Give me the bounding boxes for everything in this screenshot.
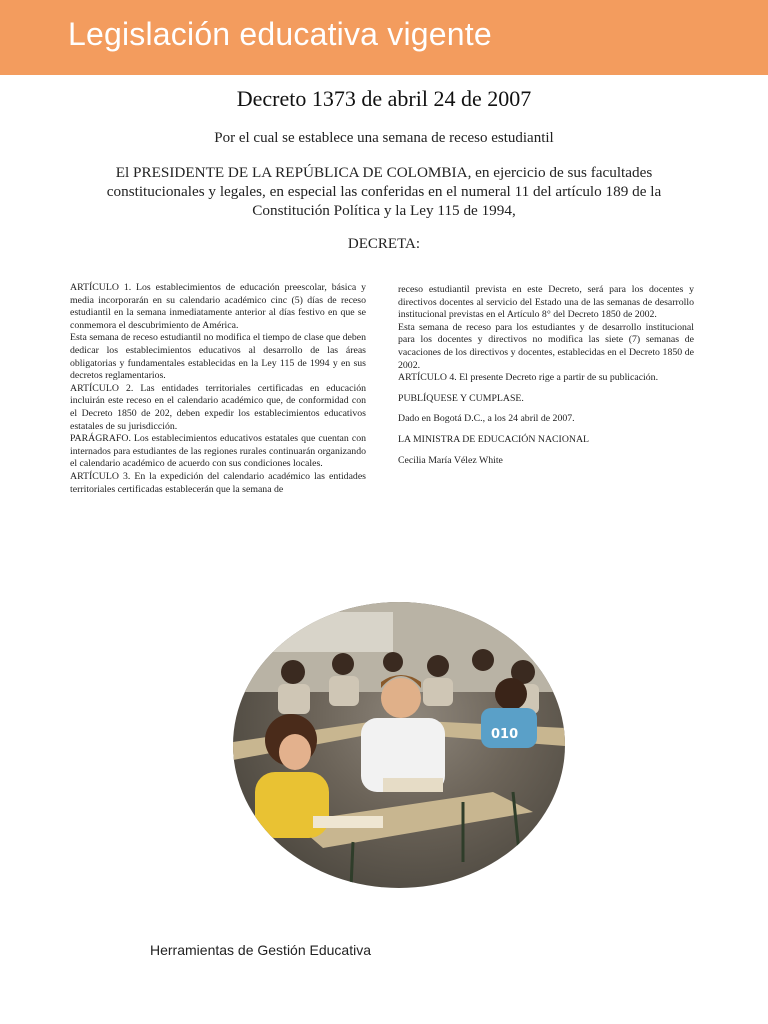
decreta-heading: DECRETA:	[347, 236, 421, 252]
decree-title: Decreto 1373 de abril 24 de 2007	[236, 86, 532, 111]
article-1-paragraph: Esta semana de receso estudiantil no modifica el tiempo de clase que deben dedicar los establecimientos educativos al desarrollo de las áreas obligatorias y fundamentales establecidas en la Ley 115 de 1994 y en sus decretos reglamentarios.	[70, 332, 366, 382]
paragraph-clause: PARÁGRAFO. Los establecimientos educativos estatales que cuentan con internados para estudiantes de las regiones rurales continuarán organizando el calendario académico de acuerdo con sus condiciones locales.	[70, 433, 366, 470]
minister-line: LA MINISTRA DE EDUCACIÓN NACIONAL	[398, 433, 590, 445]
students-exam-photo	[233, 602, 565, 888]
shirt-number: 010	[491, 727, 519, 742]
article-1: ARTÍCULO 1. Los establecimientos de educación preescolar, básica y media incorporarán en su calendario académico cinc (5) días de receso estudiantil en la semana inmediatamente anterior al días festivo en que se conmemora el descubrimiento de América.	[70, 282, 366, 331]
decree-preamble: El PRESIDENTE DE LA REPÚBLICA DE COLOMBIA, en ejercicio de sus facultades constitucionales y legales, en especial las conferidas en el numeral 11 del artículo 189 de la Constitución Política y la Ley 115 de 1994,	[106, 164, 662, 219]
article-3-paragraph: Esta semana de receso para los estudiantes y de desarrollo institucional para los docentes y directivos no modifica las siete (7) semanas de vacaciones de los directivos y docentes, establecidas en el Decreto 1850 de 2002.	[398, 321, 694, 371]
signer-name: Cecilia María Vélez White	[398, 454, 503, 466]
article-2: ARTÍCULO 2. Las entidades territoriales certificadas en educación incluirán este receso en el calendario académico que, de conformidad con el Decreto 1850 de 202, deben expedir los establecimientos educativos estatales de su jurisdicción.	[70, 382, 366, 432]
article-3-continued: receso estudiantil prevista en este Decreto, será para los docentes y directivos docentes al servicio del Estado una de las semanas de desarrollo institucional previstas en el Artículo 8° del Decreto 1850 de 2002.	[398, 284, 694, 321]
given-line: Dado en Bogotá D.C., a los 24 abril de 2007.	[398, 413, 575, 425]
header-banner	[0, 0, 768, 75]
article-3-start: ARTÍCULO 3. En la expedición del calendario académico las entidades territoriales certificadas establecerán que la semana de	[70, 470, 366, 495]
left-column	[70, 282, 366, 496]
decree-subtitle: Por el cual se establece una semana de receso estudiantil	[214, 130, 554, 146]
classroom-illustration	[233, 602, 565, 888]
footer-text: Herramientas de Gestión Educativa	[150, 942, 371, 958]
publish-line: PUBLÍQUESE Y CUMPLASE.	[398, 392, 524, 404]
right-column	[398, 284, 694, 467]
section-title: Legislación educativa vigente	[68, 16, 492, 52]
article-4: ARTÍCULO 4. El presente Decreto rige a partir de su publicación.	[398, 372, 659, 384]
